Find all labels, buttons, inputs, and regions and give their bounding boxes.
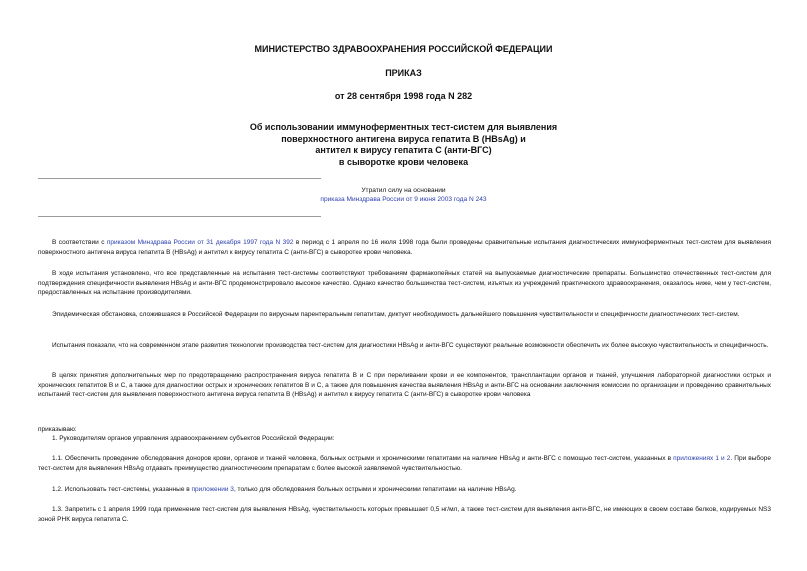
paragraph-1 bbox=[38, 238, 771, 257]
paragraph-3 bbox=[38, 310, 771, 320]
order-392-link[interactable]: приказом Минздрава России от 31 декабря 1997 года N 392 bbox=[106, 239, 294, 246]
item-1-2 bbox=[38, 485, 771, 495]
paragraph-2 bbox=[38, 269, 771, 298]
repeal-status-text: Утратил силу на основании bbox=[361, 187, 446, 194]
paragraph-text: 1.1. Обеспечить проведение обследования доноров крови, органов и тканей человека, больных острыми и хроническими гепатитами на наличие HBsAg и анти-ВГС с помощью тест-систем, указанных в bbox=[52, 455, 674, 462]
title-line: Об использовании иммуноферментных тест-систем для выявления bbox=[249, 122, 558, 132]
paragraph-text: Эпидемическая обстановка, сложившаяся в Российской Федерации по вирусным парентеральным гепатитам, диктует необходимость дальнейшего повышения чувствительности и специфичности диагностических тест-систем. bbox=[52, 311, 740, 318]
paragraph-text: в период с 1 апреля по 16 июля 1998 года были проведены сравнительные испытания диагностических иммуноферментных тест-систем для выявления поверхностного антигена вируса гепатита В (HBsAg) и антител к вирусу гепатита С (анти-ВГС) в сыворотке крови человека. bbox=[38, 239, 771, 256]
repeal-status bbox=[0, 186, 807, 204]
paragraph-text: Испытания показали, что на современном этапе развития технологии производства тест-систем для диагностики HBsAg и анти-ВГС существуют реальные возможности обеспечить их более высокую чувствительность и специфичность. bbox=[52, 342, 769, 349]
title-line: поверхностного антигена вируса гепатита В (HBsAg) и bbox=[281, 133, 526, 144]
title-line: антител к вирусу гепатита С (анти-ВГС) bbox=[315, 145, 492, 155]
paragraph-5 bbox=[38, 371, 771, 400]
order-word: приказываю: bbox=[38, 426, 77, 433]
doc-date: от 28 сентября 1998 года N 282 bbox=[334, 91, 473, 101]
paragraph-text: . При выборе тест-систем для выявления HBsAg отдавать преимущество диагностическим препаратам с более высокой заявляемой чувствительностью. bbox=[38, 455, 772, 472]
document-title bbox=[0, 122, 807, 168]
paragraph-text: В ходе испытания установлено, что все представленные на испытания тест-системы соответствуют требованиям фармакопейных статей на выпускаемые диагностические препараты. Большинство отечественных тест-систем для подтверждения специфичности выявления HBsAg и анти-ВГС продемонстрировало высокое качество. Однако качество большинства тест-систем, изъятых из учреждений практического здравоохранения, оказалось ниже, чем у тест-систем, предоставленных на испытание производителями. bbox=[38, 270, 771, 297]
appendix-3-link[interactable]: приложении 3 bbox=[191, 486, 234, 493]
doc-type-heading: ПРИКАЗ bbox=[385, 68, 422, 78]
paragraph-4 bbox=[38, 341, 771, 351]
divider-top bbox=[38, 178, 321, 179]
repeal-order-link[interactable]: приказа Минздрава России от 9 июня 2003 года N 243 bbox=[320, 196, 487, 203]
paragraph-text: В целях принятия дополнительных мер по предотвращению распространения вируса гепатита В и С при переливании крови и ее компонентов, трансплантации органов и тканей, улучшения лабораторной диагностики острых и хронических гепатитов В и С, а также для диагностики острых и хронических гепатитов В и С, а также для повышения качества выявления HBsAg и анти-ВГС на основании заключения комиссии по организации и проведению сравнительных испытаний тест-систем для выявления поверхностного антигена вируса гепатита В (HBsAg) и антител к вирусу гепатита С (анти-ВГС) в сыворотке крови человека bbox=[38, 372, 771, 399]
paragraph-text: В соответствии с bbox=[52, 239, 107, 246]
appendix-1-2-link[interactable]: приложениях 1 и 2 bbox=[673, 455, 731, 462]
divider-bottom bbox=[38, 216, 321, 217]
paragraph-text: , только для обследования больных острыми и хроническими гепатитами на наличие HBsAg. bbox=[233, 486, 517, 493]
item-1: 1. Руководителям органов управления здравоохранением субъектов Российской Федерации: bbox=[52, 435, 335, 442]
item-1-3 bbox=[38, 505, 771, 524]
ministry-heading: МИНИСТЕРСТВО ЗДРАВООХРАНЕНИЯ РОССИЙСКОЙ ФЕДЕРАЦИИ bbox=[254, 44, 553, 54]
item-1-1 bbox=[38, 454, 771, 473]
paragraph-text: 1.3. Запретить с 1 апреля 1999 года применение тест-систем для выявления HBsAg, чувствительность которых превышает 0,5 нг/мл, а также тест-систем для выявления анти-ВГС, не имеющих в своем составе белков, кодируемых NS3 зоной РНК вируса гепатита С. bbox=[38, 506, 771, 523]
title-line: в сыворотке крови человека bbox=[338, 156, 469, 167]
paragraph-text: 1.2. Использовать тест-системы, указанные в bbox=[52, 486, 192, 493]
